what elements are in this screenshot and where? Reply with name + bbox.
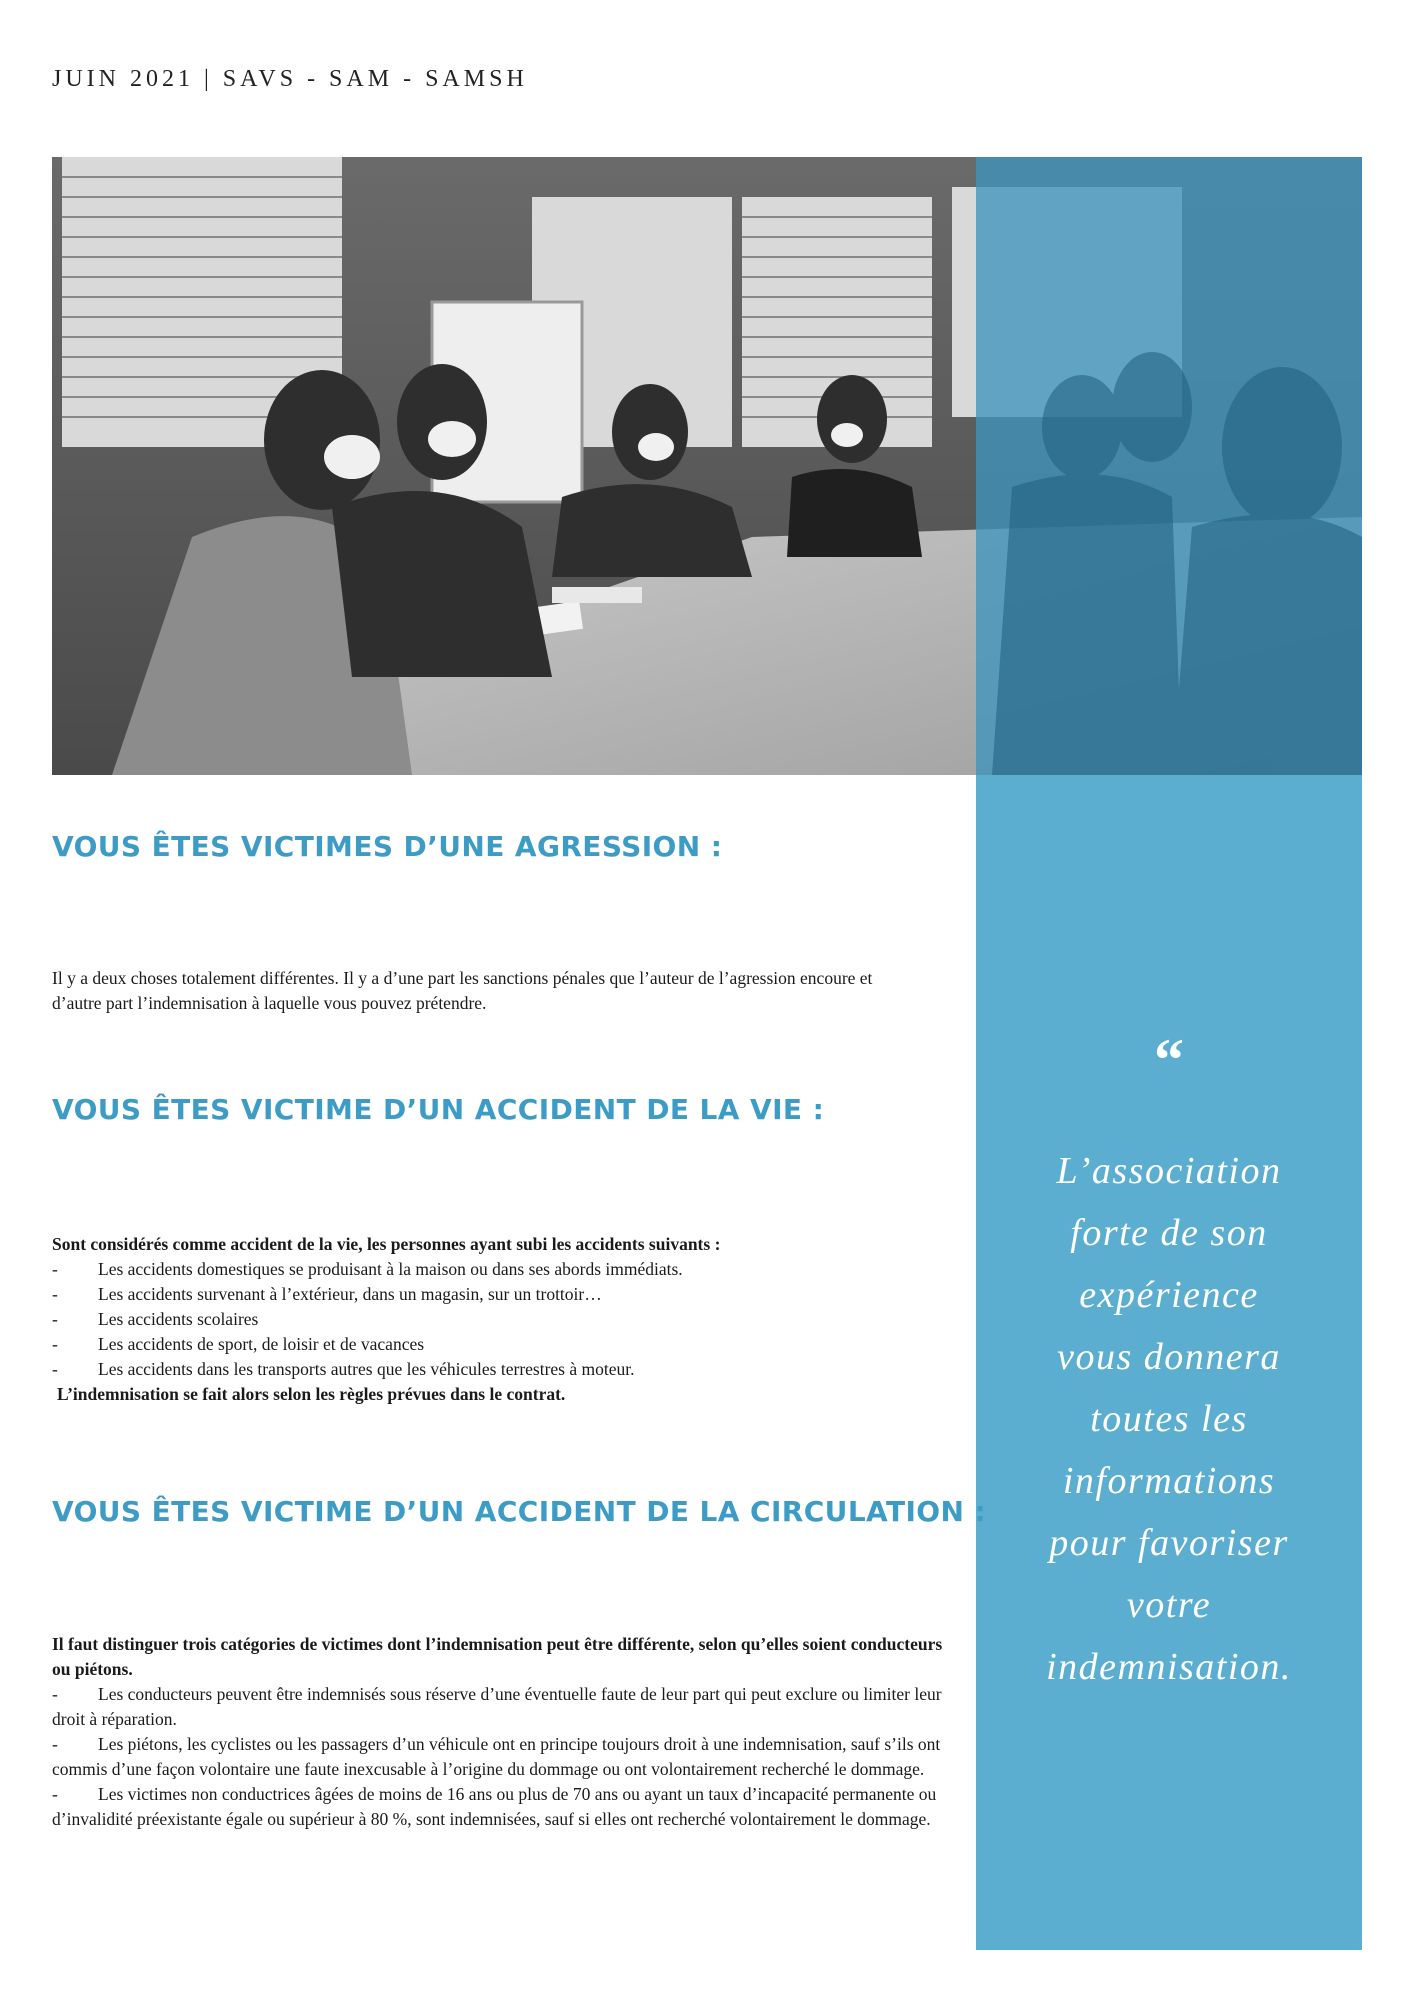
quote-line: expérience	[1079, 1274, 1259, 1316]
list-dash: -	[52, 1359, 58, 1379]
section-body-accident-circulation	[52, 1632, 952, 1832]
quote-line: vous donnera	[1057, 1336, 1281, 1378]
list-item-text: Les accidents scolaires	[98, 1309, 259, 1329]
list-item	[52, 1332, 942, 1357]
quote-text	[996, 1140, 1342, 1698]
list-item	[52, 1782, 952, 1832]
list-dash: -	[52, 1684, 58, 1704]
list-dash: -	[52, 1334, 58, 1354]
intro-paragraph: Il faut distinguer trois catégories de victimes dont l’indemnisation peut être différente, selon qu’elles soient conducteurs ou piétons.	[52, 1634, 943, 1679]
list-item	[52, 1732, 952, 1782]
conclusion-paragraph: L’indemnisation se fait alors selon les règles prévues dans le contrat.	[57, 1384, 566, 1404]
list-dash: -	[52, 1784, 58, 1804]
list-item-text: Les piétons, les cyclistes ou les passagers d’un véhicule ont en principe toujours droit à une indemnisation, sauf s’ils ont commis d’une façon volontaire une faute inexcusable à l’origine du dommage ou ont volontairement recherché le dommage.	[52, 1734, 941, 1779]
list-item	[52, 1682, 952, 1732]
quote-line: votre	[1126, 1584, 1212, 1626]
page-header: JUIN 2021 | SAVS - SAM - SAMSH	[52, 66, 528, 92]
section-body-agression	[52, 966, 902, 1016]
list-item-text: Les accidents domestiques se produisant à la maison ou dans ses abords immédiats.	[98, 1259, 683, 1279]
list-dash: -	[52, 1734, 58, 1754]
quote-line: indemnisation.	[1046, 1646, 1292, 1688]
list-dash: -	[52, 1284, 58, 1304]
list-item	[52, 1257, 942, 1282]
quote-line: toutes les	[1090, 1398, 1248, 1440]
list-item	[52, 1282, 942, 1307]
list-item-text: Les accidents dans les transports autres que les véhicules terrestres à moteur.	[98, 1359, 635, 1379]
list-item-text: Les accidents survenant à l’extérieur, dans un magasin, sur un trottoir…	[98, 1284, 602, 1304]
list-item	[52, 1307, 942, 1332]
list-item-text: Les conducteurs peuvent être indemnisés sous réserve d’une éventuelle faute de leur part qui peut exclure ou limiter leur droit à réparation.	[52, 1684, 942, 1729]
list-item	[52, 1357, 942, 1382]
meeting-photo	[52, 157, 1362, 775]
quote-line: forte de son	[1070, 1212, 1268, 1254]
intro-paragraph: Sont considérés comme accident de la vie, les personnes ayant subi les accidents suivants :	[52, 1234, 721, 1254]
list-item-text: Les victimes non conductrices âgées de moins de 16 ans ou plus de 70 ans ou ayant un taux d’incapacité permanente ou d’invalidité préexistante égale ou supérieur à 80 %, sont indemnisées, sauf si elles ont recherché volontairement le dommage.	[52, 1784, 937, 1829]
quote-line: informations	[1062, 1460, 1276, 1502]
list-dash: -	[52, 1309, 58, 1329]
section-body-accident-vie	[52, 1232, 942, 1407]
quote-line: L’association	[1056, 1150, 1282, 1192]
list-item-text: Les accidents de sport, de loisir et de vacances	[98, 1334, 425, 1354]
section-title-accident-circulation: VOUS ÊTES VICTIME D’UN ACCIDENT DE LA CIRCULATION :	[52, 1495, 987, 1528]
quote-line: pour favoriser	[1049, 1522, 1289, 1564]
section-title-accident-vie: VOUS ÊTES VICTIME D’UN ACCIDENT DE LA VIE :	[52, 1093, 825, 1126]
quote-mark-icon: “	[1154, 1027, 1184, 1093]
list-dash: -	[52, 1259, 58, 1279]
paragraph: Il y a deux choses totalement différentes. Il y a d’une part les sanctions pénales que l’auteur de l’agression encoure et d’autre part l’indemnisation à laquelle vous pouvez prétendre.	[52, 968, 873, 1013]
section-title-agression: VOUS ÊTES VICTIMES D’UNE AGRESSION :	[52, 830, 723, 863]
